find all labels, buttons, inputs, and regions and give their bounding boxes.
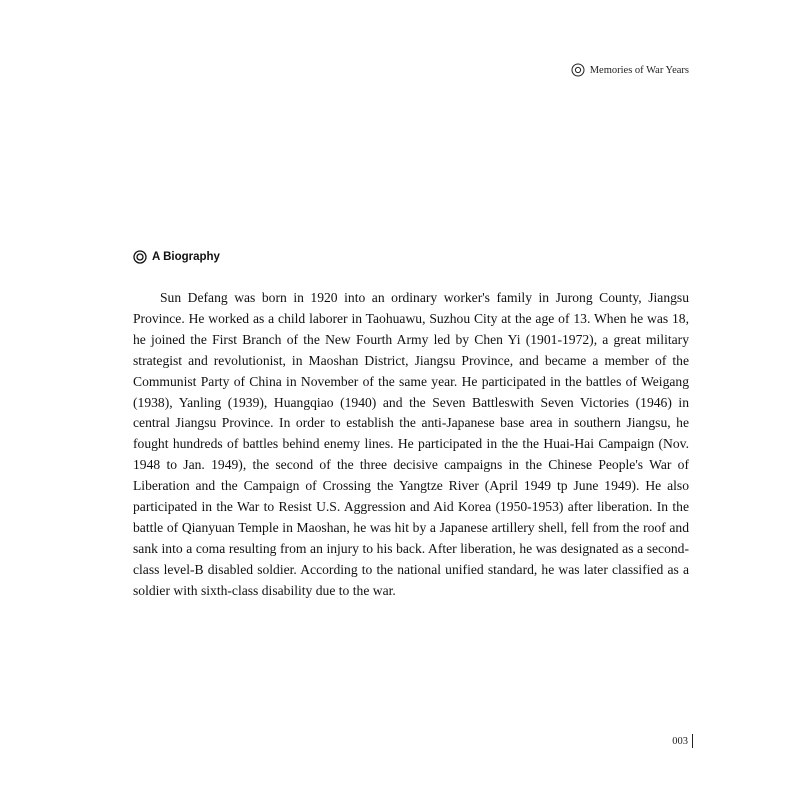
page-number	[672, 734, 693, 748]
section-title: A Biography	[152, 251, 220, 263]
page-number-text: 003	[672, 735, 688, 747]
page-number-divider	[692, 734, 693, 748]
double-circle-icon	[571, 63, 585, 77]
section-heading	[133, 250, 220, 264]
running-header-title: Memories of War Years	[589, 64, 689, 76]
double-circle-icon	[133, 250, 147, 264]
biography-paragraph: Sun Defang was born in 1920 into an ordinary worker's family in Jurong County, Jiangsu Province. He worked as a child laborer in Taohuawu, Suzhou City at the age of 13. When he was 18, he joined the First Branch of the New Fourth Army led by Chen Yi (1901-1972), a great military strategist and revolutionist, in Maoshan District, Jiangsu Province, and became a member of the Communist Party of China in November of the same year. He participated in the battles of Weigang (1938), Yanling (1939), Huangqiao (1940) and the Seven Battleswith Seven Victories (1946) in central Jiangsu Province. In order to establish the anti-Japanese base area in southern Jiangsu, he fought hundreds of battles behind enemy lines. He participated in the the Huai-Hai Campaign (Nov. 1948 to Jan. 1949), the second of the three decisive campaigns in the Chinese People's War of Liberation and the Campaign of Crossing the Yangtze River (April 1949 tp June 1949). He also participated in the War to Resist U.S. Aggression and Aid Korea (1950-1953) after liberation. In the battle of Qianyuan Temple in Maoshan, he was hit by a Japanese artillery shell, fell from the roof and sank into a coma resulting from an injury to his back. After liberation, he was designated as a second-class level-B disabled soldier. According to the national unified standard, he was later classified as a soldier with sixth-class disability due to the war.	[133, 290, 689, 598]
running-header	[571, 63, 689, 77]
